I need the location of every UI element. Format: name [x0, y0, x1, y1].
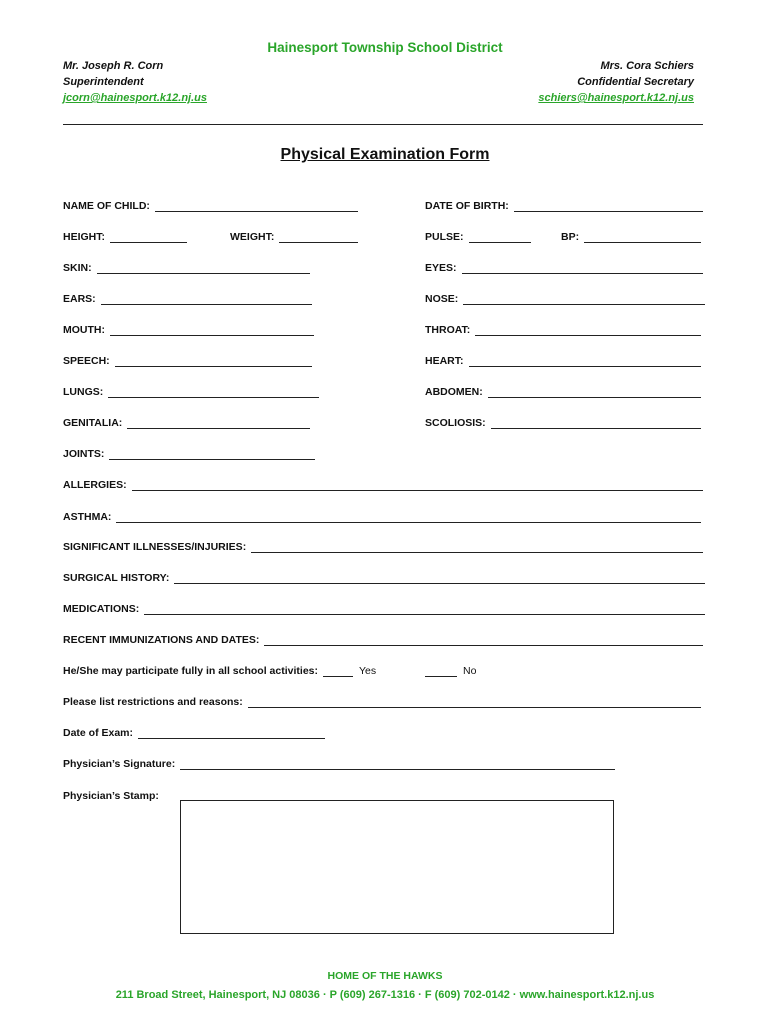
row-speech-heart	[63, 351, 705, 367]
eyes-label: EYES:	[425, 262, 457, 274]
row-signature	[63, 754, 705, 770]
form-title: Physical Examination Form	[280, 146, 490, 163]
abdomen-label: ABDOMEN:	[425, 386, 483, 398]
name-of-child-line[interactable]	[155, 199, 358, 212]
secretary-email-link[interactable]: schiers@hainesport.k12.nj.us	[538, 92, 694, 104]
scoliosis-line[interactable]	[491, 416, 701, 429]
height-field[interactable]	[63, 230, 187, 243]
footer-motto: HOME OF THE HAWKS	[327, 970, 443, 982]
genitalia-label: GENITALIA:	[63, 417, 123, 429]
row-medications	[63, 599, 705, 615]
asthma-field[interactable]	[63, 510, 701, 523]
medications-label: MEDICATIONS:	[63, 603, 140, 615]
medications-line[interactable]	[144, 602, 705, 615]
physician-signature-label: Physician’s Signature:	[63, 758, 176, 770]
speech-line[interactable]	[115, 354, 312, 367]
height-label: HEIGHT:	[63, 231, 105, 243]
asthma-label: ASTHMA:	[63, 511, 112, 523]
bp-field[interactable]	[561, 230, 701, 243]
date-of-exam-field[interactable]	[63, 726, 325, 739]
physician-stamp-box[interactable]	[180, 800, 614, 934]
lungs-line[interactable]	[108, 385, 319, 398]
surgical-history-field[interactable]	[63, 571, 705, 584]
secretary-name: Mrs. Cora Schiers	[600, 60, 694, 72]
bp-line[interactable]	[584, 230, 701, 243]
date-of-birth-line[interactable]	[514, 199, 703, 212]
participation-no-line[interactable]	[425, 664, 457, 677]
participation-yes-label: Yes	[359, 665, 377, 677]
participation-no-label: No	[463, 665, 477, 677]
illnesses-label: SIGNIFICANT ILLNESSES/INJURIES:	[63, 541, 247, 553]
medications-field[interactable]	[63, 602, 705, 615]
scoliosis-label: SCOLIOSIS:	[425, 417, 486, 429]
heart-label: HEART:	[425, 355, 464, 367]
pulse-field[interactable]	[425, 230, 531, 243]
restrictions-line[interactable]	[248, 695, 701, 708]
joints-label: JOINTS:	[63, 448, 105, 460]
row-name-dob	[63, 196, 705, 212]
bp-label: BP:	[561, 231, 580, 243]
heart-line[interactable]	[469, 354, 702, 367]
row-participation	[63, 661, 705, 677]
nose-label: NOSE:	[425, 293, 459, 305]
weight-field[interactable]	[230, 230, 358, 243]
speech-field[interactable]	[63, 354, 312, 367]
date-of-birth-field[interactable]	[425, 199, 703, 212]
secretary-title: Confidential Secretary	[577, 76, 694, 88]
throat-line[interactable]	[475, 323, 701, 336]
surgical-history-line[interactable]	[174, 571, 705, 584]
footer-address: 211 Broad Street, Hainesport, NJ 08036 · P (609) 267-1316 · F (609) 702-0142 · www.hainesport.k12.nj.us	[115, 989, 655, 1001]
genitalia-field[interactable]	[63, 416, 310, 429]
superintendent-email-link[interactable]: jcorn@hainesport.k12.nj.us	[63, 92, 207, 104]
superintendent-title: Superintendent	[63, 76, 144, 88]
date-of-exam-label: Date of Exam:	[63, 727, 134, 739]
joints-field[interactable]	[63, 447, 315, 460]
name-of-child-field[interactable]	[63, 199, 358, 212]
secretary-contact	[538, 58, 694, 106]
restrictions-field[interactable]	[63, 695, 701, 708]
row-ears-nose	[63, 289, 705, 305]
throat-label: THROAT:	[425, 324, 471, 336]
physician-signature-line[interactable]	[180, 757, 615, 770]
illnesses-line[interactable]	[251, 540, 703, 553]
pulse-line[interactable]	[469, 230, 531, 243]
asthma-line[interactable]	[116, 510, 701, 523]
immunizations-line[interactable]	[264, 633, 703, 646]
row-vitals	[63, 227, 705, 243]
participation-label: He/She may participate fully in all school activities:	[63, 665, 318, 677]
row-surgical	[63, 568, 705, 584]
surgical-history-label: SURGICAL HISTORY:	[63, 572, 170, 584]
ears-field[interactable]	[63, 292, 312, 305]
row-skin-eyes	[63, 258, 705, 274]
mouth-field[interactable]	[63, 323, 314, 336]
row-immunizations	[63, 630, 705, 646]
mouth-line[interactable]	[110, 323, 314, 336]
abdomen-line[interactable]	[488, 385, 701, 398]
row-asthma	[63, 507, 705, 523]
skin-field[interactable]	[63, 261, 310, 274]
abdomen-field[interactable]	[425, 385, 701, 398]
skin-label: SKIN:	[63, 262, 92, 274]
name-of-child-label: NAME OF CHILD:	[63, 200, 150, 212]
illnesses-field[interactable]	[63, 540, 703, 553]
eyes-line[interactable]	[462, 261, 703, 274]
immunizations-label: RECENT IMMUNIZATIONS AND DATES:	[63, 634, 260, 646]
joints-line[interactable]	[109, 447, 315, 460]
row-joints	[63, 444, 705, 460]
row-mouth-throat	[63, 320, 705, 336]
allergies-field[interactable]	[63, 478, 703, 491]
weight-label: WEIGHT:	[230, 231, 275, 243]
physician-signature-field[interactable]	[63, 757, 615, 770]
pulse-label: PULSE:	[425, 231, 464, 243]
superintendent-contact	[63, 58, 207, 106]
allergies-line[interactable]	[132, 478, 703, 491]
district-name: Hainesport Township School District	[267, 40, 503, 55]
superintendent-name: Mr. Joseph R. Corn	[63, 60, 164, 72]
physician-stamp-label: Physician’s Stamp:	[63, 790, 159, 802]
row-date-of-exam	[63, 723, 705, 739]
heart-field[interactable]	[425, 354, 701, 367]
eyes-field[interactable]	[425, 261, 703, 274]
nose-line[interactable]	[463, 292, 705, 305]
lungs-field[interactable]	[63, 385, 319, 398]
ears-line[interactable]	[101, 292, 312, 305]
allergies-label: ALLERGIES:	[63, 479, 127, 491]
lungs-label: LUNGS:	[63, 386, 104, 398]
row-allergies	[63, 475, 705, 491]
ears-label: EARS:	[63, 293, 96, 305]
speech-label: SPEECH:	[63, 355, 110, 367]
participation-no-field	[425, 664, 545, 677]
header-divider	[63, 124, 703, 125]
participation-yes-field	[63, 664, 393, 677]
participation-yes-line[interactable]	[323, 664, 353, 677]
row-genitalia-scoliosis	[63, 413, 705, 429]
immunizations-field[interactable]	[63, 633, 703, 646]
weight-line[interactable]	[279, 230, 358, 243]
skin-line[interactable]	[97, 261, 310, 274]
mouth-label: MOUTH:	[63, 324, 105, 336]
restrictions-label: Please list restrictions and reasons:	[63, 696, 243, 708]
height-line[interactable]	[110, 230, 187, 243]
row-lungs-abdomen	[63, 382, 705, 398]
row-restrictions	[63, 692, 705, 708]
date-of-birth-label: DATE OF BIRTH:	[425, 200, 509, 212]
row-illnesses	[63, 537, 705, 553]
genitalia-line[interactable]	[127, 416, 310, 429]
nose-field[interactable]	[425, 292, 705, 305]
date-of-exam-line[interactable]	[138, 726, 325, 739]
throat-field[interactable]	[425, 323, 701, 336]
scoliosis-field[interactable]	[425, 416, 701, 429]
